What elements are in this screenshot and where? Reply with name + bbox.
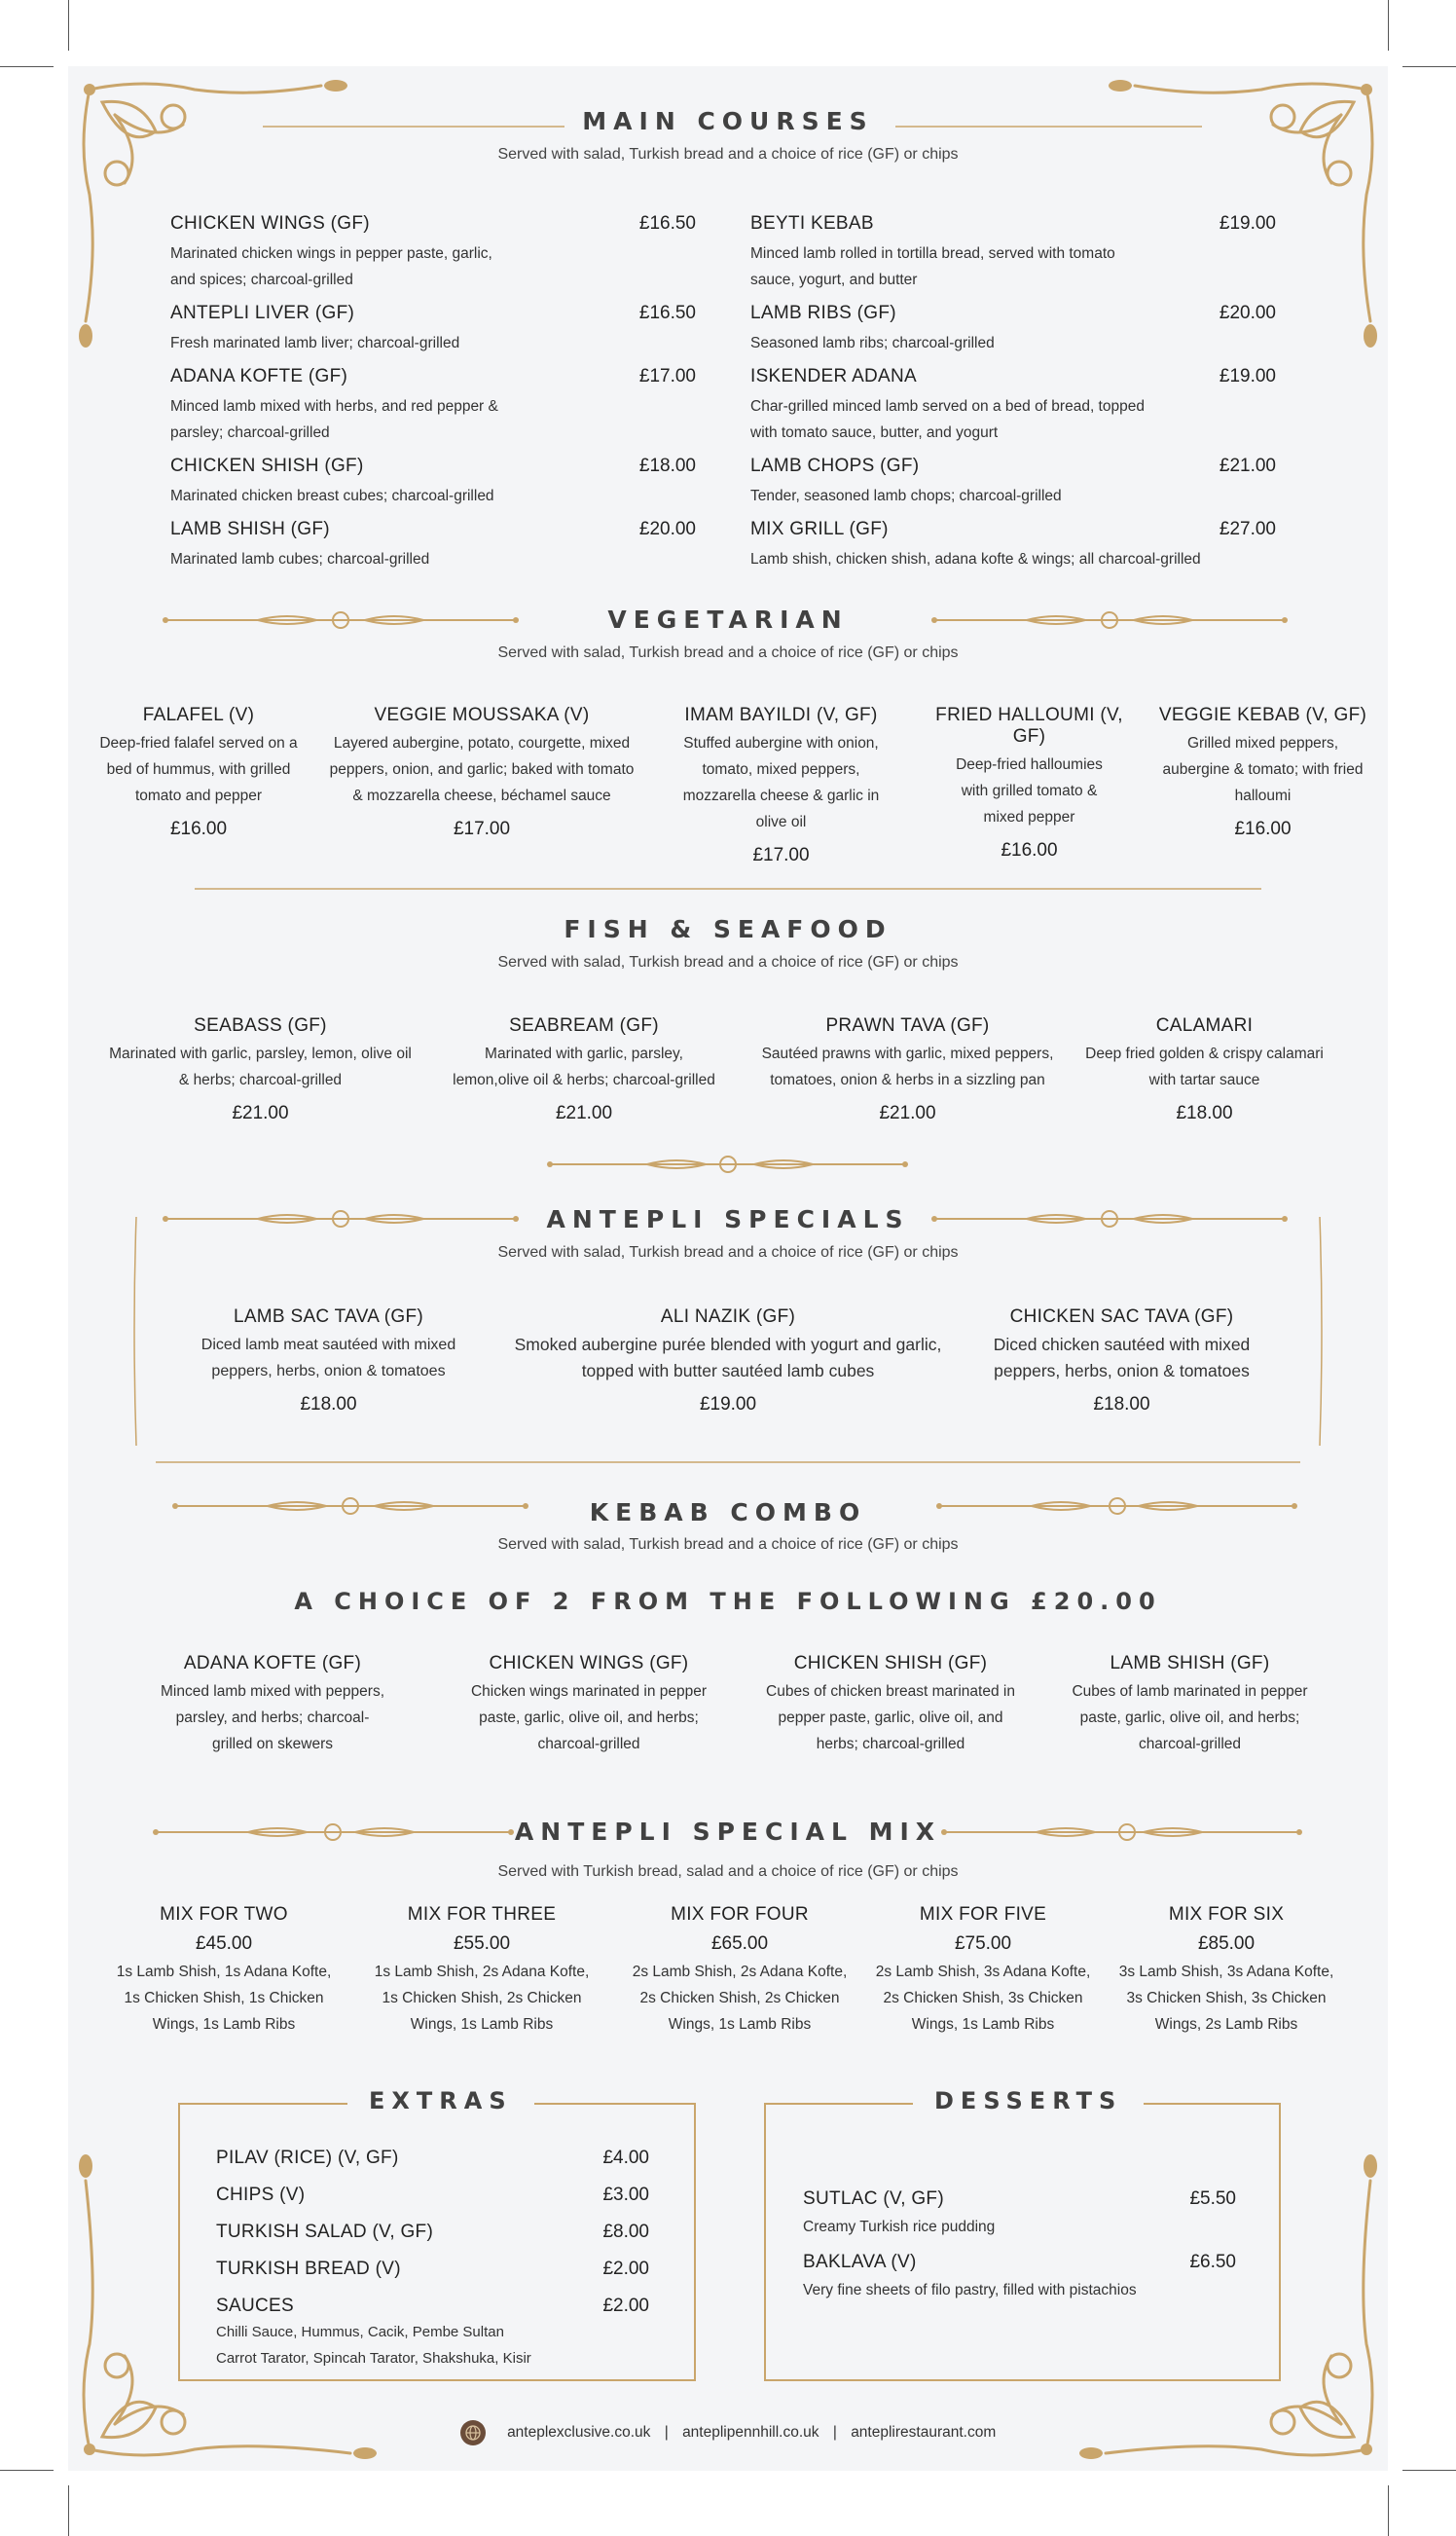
- item-name: TURKISH SALAD (V, GF): [216, 2222, 434, 2242]
- menu-item: [1075, 1015, 1333, 1124]
- item-price: £17.00: [638, 366, 696, 386]
- item-name: LAMB CHOPS (GF): [750, 456, 920, 476]
- item-name: SEABREAM (GF): [509, 1015, 659, 1036]
- item-name: SUTLAC (V, GF): [803, 2188, 944, 2209]
- menu-item: [448, 1653, 730, 1757]
- item-price: £8.00: [602, 2222, 649, 2242]
- item-price: £18.00: [638, 456, 696, 476]
- menu-item: [1153, 705, 1372, 840]
- item-price: £21.00: [1219, 456, 1276, 476]
- menu-item: [667, 705, 895, 866]
- item-price: £3.00: [602, 2185, 649, 2205]
- item-price: £19.00: [1219, 213, 1276, 234]
- footer-separator: |: [664, 2424, 669, 2442]
- extras-title: EXTRAS: [347, 2087, 534, 2114]
- fish-subtitle: Served with salad, Turkish bread and a choice of rice (GF) or chips: [497, 954, 959, 971]
- menu-item: [365, 1904, 599, 2038]
- item-name: CHICKEN WINGS (GF): [489, 1653, 689, 1673]
- item-desc: Diced chicken sautéed with mixed peppers, herbs, onion & tomatoes: [993, 1335, 1251, 1380]
- item-desc: Minced lamb mixed with herbs, and red pepper & parsley; charcoal-grilled: [170, 398, 498, 441]
- menu-item: [1056, 1653, 1324, 1757]
- menu-item: [514, 1306, 942, 1415]
- item-desc: Smoked aubergine purée blended with yogurt and garlic, topped with butter sautéed lamb cubes: [514, 1335, 942, 1380]
- item-name: MIX FOR TWO: [160, 1904, 288, 1925]
- item-price: £20.00: [638, 519, 696, 539]
- item-name: CHICKEN WINGS (GF): [170, 213, 370, 234]
- item-name: MIX FOR FIVE: [919, 1904, 1047, 1925]
- item-desc: 2s Lamb Shish, 3s Adana Kofte, 2s Chicken Shish, 3s Chicken Wings, 1s Lamb Ribs: [875, 1964, 1091, 2033]
- item-price: £18.00: [300, 1394, 357, 1415]
- item-name: ANTEPLI LIVER (GF): [170, 303, 355, 323]
- specials-subtitle: Served with salad, Turkish bread and a choice of rice (GF) or chips: [497, 1244, 959, 1261]
- item-name: LAMB RIBS (GF): [750, 303, 896, 323]
- item-desc: Cubes of chicken breast marinated in pepper paste, garlic, olive oil, and herbs; charcoal-grilled: [766, 1683, 1015, 1752]
- item-name: ALI NAZIK (GF): [660, 1306, 796, 1327]
- item-price: £45.00: [195, 1933, 253, 1954]
- desserts-title: DESSERTS: [913, 2087, 1144, 2114]
- item-name: FRIED HALLOUMI (V, GF): [935, 705, 1123, 747]
- menu-item: [107, 1015, 414, 1124]
- sauces-list-line-2: Carrot Tarator, Spincah Tarator, Shakshuka, Kisir: [216, 2350, 531, 2367]
- item-price: £18.00: [1093, 1394, 1150, 1415]
- item-name: MIX FOR THREE: [407, 1904, 557, 1925]
- item-desc: Lamb shish, chicken shish, adana kofte & wings; all charcoal-grilled: [750, 551, 1201, 568]
- item-price: £2.00: [602, 2259, 649, 2279]
- item-name: CALAMARI: [1155, 1015, 1254, 1036]
- item-name: MIX GRILL (GF): [750, 519, 889, 539]
- item-price: £19.00: [1219, 366, 1276, 386]
- menu-item: [866, 1904, 1100, 2038]
- kebab-combo-choice: A CHOICE OF 2 FROM THE FOLLOWING £20.00: [294, 1588, 1162, 1615]
- footer: [0, 2420, 1456, 2445]
- desserts-box: [764, 2103, 1281, 2381]
- item-desc: Stuffed aubergine with onion, tomato, mixed peppers, mozzarella cheese & garlic in olive oil: [682, 735, 880, 830]
- item-desc: 2s Lamb Shish, 2s Adana Kofte, 2s Chicken Shish, 2s Chicken Wings, 1s Lamb Ribs: [632, 1964, 848, 2033]
- item-desc: Marinated lamb cubes; charcoal-grilled: [170, 551, 430, 568]
- special-mix-title: ANTEPLI SPECIAL MIX: [514, 1818, 942, 1846]
- dessert-desc: Very fine sheets of filo pastry, filled with pistachios: [803, 2282, 1137, 2298]
- item-price: £19.00: [699, 1394, 757, 1415]
- item-name: ISKENDER ADANA: [750, 366, 918, 386]
- item-price: £4.00: [602, 2148, 649, 2168]
- item-desc: Char-grilled minced lamb served on a bed of bread, topped with tomato sauce, butter, and yogurt: [750, 398, 1145, 441]
- item-price: £55.00: [453, 1933, 511, 1954]
- item-desc: Chicken wings marinated in pepper paste, garlic, olive oil, and herbs; charcoal-grilled: [470, 1683, 708, 1752]
- main-courses-subtitle: Served with salad, Turkish bread and a choice of rice (GF) or chips: [497, 146, 959, 163]
- item-name: IMAM BAYILDI (V, GF): [684, 705, 878, 725]
- sauces-list-line-1: Chilli Sauce, Hummus, Cacik, Pembe Sultan: [216, 2324, 504, 2340]
- item-price: £21.00: [555, 1103, 613, 1123]
- item-desc: Tender, seasoned lamb chops; charcoal-grilled: [750, 488, 1062, 504]
- item-name: BEYTI KEBAB: [750, 213, 874, 234]
- item-price: £6.50: [1189, 2252, 1236, 2272]
- item-name: CHICKEN SHISH (GF): [170, 456, 364, 476]
- footer-separator: |: [832, 2424, 837, 2442]
- dessert-desc: Creamy Turkish rice pudding: [803, 2219, 996, 2235]
- item-desc: Marinated with garlic, parsley, lemon, olive oil & herbs; charcoal-grilled: [109, 1046, 412, 1088]
- menu-item: [754, 1653, 1027, 1757]
- vegetarian-title: VEGETARIAN: [607, 606, 849, 634]
- menu-item: [136, 1653, 409, 1757]
- item-name: TURKISH BREAD (V): [216, 2259, 401, 2279]
- menu-item: [326, 705, 637, 840]
- item-desc: Minced lamb rolled in tortilla bread, served with tomato sauce, yogurt, and butter: [750, 245, 1115, 288]
- menu-item: [107, 1904, 341, 2038]
- item-desc: Sautéed prawns with garlic, mixed peppers, tomatoes, onion & herbs in a sizzling pan: [761, 1046, 1054, 1088]
- website-link-exclusive[interactable]: anteplexclusive.co.uk: [507, 2424, 651, 2442]
- item-desc: Marinated chicken breast cubes; charcoal-grilled: [170, 488, 494, 504]
- item-price: £16.00: [1001, 840, 1058, 861]
- item-desc: Seasoned lamb ribs; charcoal-grilled: [750, 335, 995, 351]
- item-price: £16.00: [169, 819, 228, 839]
- menu-item: [623, 1904, 856, 2038]
- item-name: BAKLAVA (V): [803, 2252, 917, 2272]
- item-price: £5.50: [1189, 2188, 1236, 2209]
- menu-item: [95, 705, 302, 840]
- item-name: SAUCES: [216, 2296, 294, 2316]
- menu-item: [920, 705, 1139, 862]
- item-name: CHICKEN SAC TAVA (GF): [1009, 1306, 1234, 1327]
- item-name: VEGGIE MOUSSAKA (V): [374, 705, 590, 725]
- item-price: £17.00: [453, 819, 511, 839]
- website-link-pennhill[interactable]: anteplipennhill.co.uk: [682, 2424, 819, 2442]
- item-name: LAMB SHISH (GF): [170, 519, 330, 539]
- menu-item: [190, 1306, 467, 1415]
- item-name: ADANA KOFTE (GF): [183, 1653, 362, 1673]
- item-name: FALAFEL (V): [142, 705, 255, 725]
- fish-title: FISH & SEAFOOD: [564, 915, 892, 943]
- item-name: LAMB SHISH (GF): [1110, 1653, 1270, 1673]
- item-name: CHIPS (V): [216, 2185, 306, 2205]
- item-price: £16.00: [1234, 819, 1292, 839]
- website-link-restaurant[interactable]: anteplirestaurant.com: [851, 2424, 997, 2442]
- item-price: £2.00: [602, 2296, 649, 2316]
- item-desc: Deep-fried halloumies with grilled tomato & mixed pepper: [956, 756, 1103, 826]
- item-price: £20.00: [1219, 303, 1276, 323]
- item-desc: Deep-fried falafel served on a bed of hummus, with grilled tomato and pepper: [99, 735, 298, 804]
- item-price: £27.00: [1219, 519, 1276, 539]
- item-desc: Marinated chicken wings in pepper paste, garlic, and spices; charcoal-grilled: [170, 245, 492, 288]
- kebab-combo-title: KEBAB COMBO: [589, 1498, 867, 1526]
- item-name: MIX FOR FOUR: [671, 1904, 809, 1925]
- item-desc: Minced lamb mixed with peppers, parsley, and herbs; charcoal-grilled on skewers: [160, 1683, 385, 1752]
- item-name: PRAWN TAVA (GF): [825, 1015, 990, 1036]
- item-desc: Layered aubergine, potato, courgette, mixed peppers, onion, and garlic; baked with tomato & mozzarella cheese, béchamel sauce: [329, 735, 635, 804]
- menu-item: [754, 1015, 1061, 1124]
- item-name: SEABASS (GF): [194, 1015, 327, 1036]
- item-price: £21.00: [879, 1103, 936, 1123]
- item-price: £16.50: [638, 303, 696, 323]
- item-name: PILAV (RICE) (V, GF): [216, 2148, 399, 2168]
- item-desc: Grilled mixed peppers, aubergine & tomato; with fried halloumi: [1162, 735, 1364, 804]
- item-price: £65.00: [710, 1933, 769, 1954]
- item-desc: 3s Lamb Shish, 3s Adana Kofte, 3s Chicken Shish, 3s Chicken Wings, 2s Lamb Ribs: [1118, 1964, 1334, 2033]
- menu-item: [428, 1015, 740, 1124]
- globe-icon: [460, 2420, 486, 2445]
- item-desc: 1s Lamb Shish, 2s Adana Kofte, 1s Chicken Shish, 2s Chicken Wings, 1s Lamb Ribs: [374, 1964, 590, 2033]
- menu-item: [973, 1306, 1270, 1415]
- item-name: MIX FOR SIX: [1168, 1904, 1285, 1925]
- vegetarian-subtitle: Served with salad, Turkish bread and a choice of rice (GF) or chips: [497, 644, 959, 661]
- item-price: £75.00: [954, 1933, 1012, 1954]
- item-name: VEGGIE KEBAB (V, GF): [1158, 705, 1367, 725]
- item-desc: 1s Lamb Shish, 1s Adana Kofte, 1s Chicken Shish, 1s Chicken Wings, 1s Lamb Ribs: [116, 1964, 332, 2033]
- item-desc: Diced lamb meat sautéed with mixed peppers, herbs, onion & tomatoes: [200, 1337, 456, 1379]
- item-price: £18.00: [1176, 1103, 1233, 1123]
- item-price: £16.50: [638, 213, 696, 234]
- menu-item: [1110, 1904, 1343, 2038]
- item-desc: Cubes of lamb marinated in pepper paste, garlic, olive oil, and herbs; charcoal-grilled: [1072, 1683, 1308, 1752]
- main-courses-title: MAIN COURSES: [582, 107, 874, 135]
- item-name: LAMB SAC TAVA (GF): [233, 1306, 424, 1327]
- item-price: £21.00: [232, 1103, 289, 1123]
- item-price: £85.00: [1197, 1933, 1256, 1954]
- item-desc: Deep fried golden & crispy calamari with tartar sauce: [1085, 1046, 1324, 1088]
- kebab-combo-subtitle: Served with salad, Turkish bread and a choice of rice (GF) or chips: [497, 1536, 959, 1553]
- special-mix-subtitle: Served with Turkish bread, salad and a choice of rice (GF) or chips: [497, 1863, 959, 1880]
- specials-title: ANTEPLI SPECIALS: [546, 1205, 910, 1233]
- item-name: ADANA KOFTE (GF): [170, 366, 348, 386]
- item-desc: Fresh marinated lamb liver; charcoal-grilled: [170, 335, 460, 351]
- item-price: £17.00: [752, 845, 810, 865]
- item-desc: Marinated with garlic, parsley, lemon,olive oil & herbs; charcoal-grilled: [453, 1046, 715, 1088]
- item-name: CHICKEN SHISH (GF): [793, 1653, 988, 1673]
